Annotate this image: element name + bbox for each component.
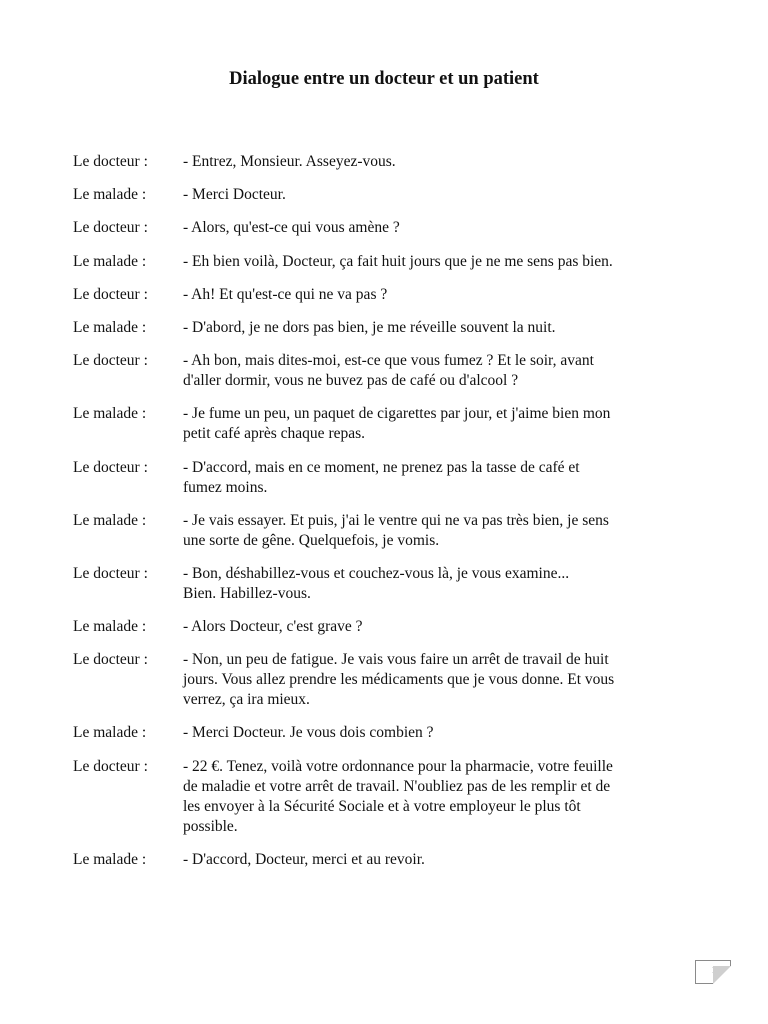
- speech-line: - Alors Docteur, c'est grave ?: [183, 618, 363, 636]
- speech-line: petit café après chaque repas.: [183, 425, 366, 443]
- speaker-label: Le docteur :: [73, 352, 148, 370]
- page-number-box: [695, 960, 731, 984]
- speech-text: [183, 757, 693, 837]
- dialogue-turn: [73, 318, 713, 338]
- speech-text: [183, 252, 693, 272]
- speaker-label: Le malade :: [73, 618, 147, 636]
- speech-line: une sorte de gêne. Quelquefois, je vomis.: [183, 531, 440, 549]
- speaker-label: Le docteur :: [73, 219, 148, 237]
- dialogue-turn: [73, 723, 713, 743]
- speech-line: les envoyer à la Sécurité Sociale et à votre employeur le plus tôt: [183, 797, 581, 815]
- speech-line: - Entrez, Monsieur. Asseyez-vous.: [183, 153, 396, 170]
- speaker-label: Le malade :: [73, 318, 147, 336]
- speech-line: possible.: [183, 817, 238, 835]
- speech-text: [183, 458, 693, 498]
- speaker-label: Le docteur :: [73, 651, 148, 669]
- speech-line: - D'accord, Docteur, merci et au revoir.: [183, 850, 425, 868]
- speech-line: - Bon, déshabillez-vous et couchez-vous là, je vous examine...: [183, 564, 570, 582]
- speech-line: - D'accord, mais en ce moment, ne prenez pas la tasse de café et: [183, 458, 580, 476]
- speech-line: - Ah bon, mais dites-moi, est-ce que vous fumez ? Et le soir, avant: [183, 352, 594, 370]
- speech-text: [183, 351, 693, 391]
- speaker-label: Le docteur :: [73, 757, 148, 775]
- speech-text: [183, 152, 693, 172]
- speech-line: - Alors, qu'est-ce qui vous amène ?: [183, 219, 400, 237]
- speech-text: [183, 185, 693, 205]
- speech-line: - Non, un peu de fatigue. Je vais vous faire un arrêt de travail de huit: [183, 651, 609, 669]
- speech-line: fumez moins.: [183, 478, 268, 496]
- speaker-label: Le malade :: [73, 850, 147, 868]
- dialogue-turn: [73, 617, 713, 637]
- speech-line: - Merci Docteur. Je vous dois combien ?: [183, 724, 434, 742]
- speech-line: - D'abord, je ne dors pas bien, je me réveille souvent la nuit.: [183, 318, 556, 336]
- speaker-label: Le docteur :: [73, 285, 148, 303]
- speech-line: Bien. Habillez-vous.: [183, 584, 311, 602]
- speech-text: [183, 650, 693, 710]
- speaker-label: Le malade :: [73, 724, 147, 742]
- dialogue-turn: [73, 850, 713, 870]
- speech-line: - Je vais essayer. Et puis, j'ai le ventre qui ne va pas très bien, je sens: [183, 511, 609, 529]
- speech-text: [183, 511, 693, 551]
- speech-line: - Merci Docteur.: [183, 186, 286, 204]
- dialogue-turn: [73, 757, 713, 837]
- speaker-label: Le malade :: [73, 511, 147, 529]
- dialogue-turn: [73, 285, 713, 305]
- dialogue-turn: [73, 564, 713, 604]
- speech-line: d'aller dormir, vous ne buvez pas de café ou d'alcool ?: [183, 372, 519, 390]
- speech-text: [183, 850, 693, 870]
- dialogue-turn: [73, 152, 713, 172]
- dialogue-turn: [73, 252, 713, 272]
- speaker-label: Le docteur :: [73, 564, 148, 582]
- speech-line: jours. Vous allez prendre les médicaments que je vous donne. Et vous: [183, 671, 615, 689]
- page-curl-icon: [713, 966, 731, 984]
- speech-text: [183, 404, 693, 444]
- speech-line: - 22 €. Tenez, voilà votre ordonnance pour la pharmacie, votre feuille: [183, 757, 613, 775]
- speech-line: - Ah! Et qu'est-ce qui ne va pas ?: [183, 285, 388, 303]
- speech-text: [183, 318, 693, 338]
- dialogue-turn: [73, 511, 713, 551]
- page-number: 1: [711, 965, 717, 975]
- speech-line: verrez, ça ira mieux.: [183, 691, 310, 709]
- dialogue-turn: [73, 351, 713, 391]
- speaker-label: Le malade :: [73, 405, 147, 423]
- dialogue-turn: [73, 458, 713, 498]
- dialogue-list: [73, 152, 713, 883]
- speech-line: - Je fume un peu, un paquet de cigarettes par jour, et j'aime bien mon: [183, 405, 611, 423]
- dialogue-turn: [73, 404, 713, 444]
- speaker-label: Le docteur :: [73, 458, 148, 476]
- page-title: Dialogue entre un docteur et un patient: [229, 69, 539, 89]
- dialogue-turn: [73, 650, 713, 710]
- speech-text: [183, 218, 693, 238]
- speaker-label: Le malade :: [73, 186, 147, 204]
- speech-text: [183, 723, 693, 743]
- dialogue-turn: [73, 218, 713, 238]
- speaker-label: Le docteur :: [73, 153, 148, 170]
- speech-text: [183, 285, 693, 305]
- speech-text: [183, 564, 693, 604]
- speech-text: [183, 617, 693, 637]
- speech-line: de maladie et votre arrêt de travail. N'oubliez pas de les remplir et de: [183, 777, 611, 795]
- speech-line: - Eh bien voilà, Docteur, ça fait huit jours que je ne me sens pas bien.: [183, 252, 613, 270]
- dialogue-turn: [73, 185, 713, 205]
- speaker-label: Le malade :: [73, 252, 147, 270]
